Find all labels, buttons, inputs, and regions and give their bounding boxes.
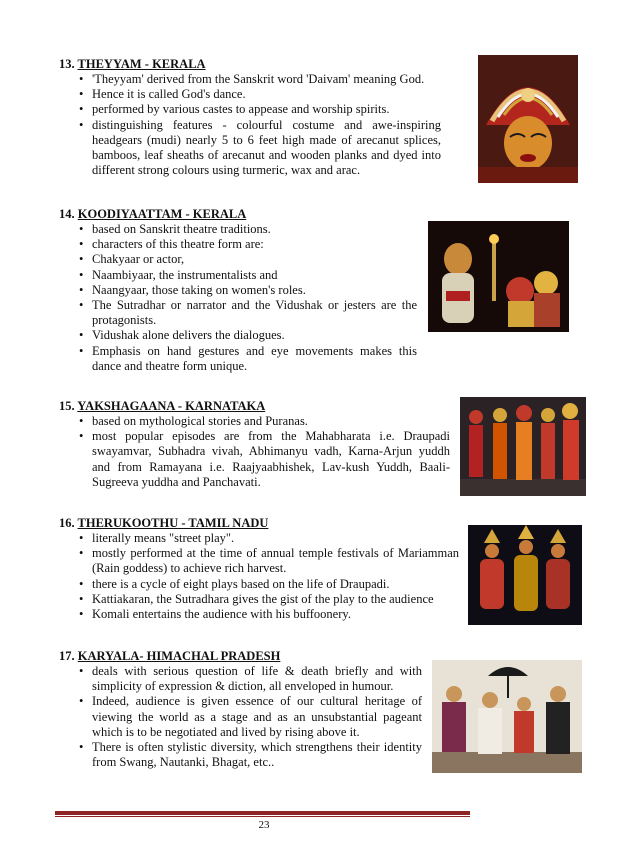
section-title: KOODIYAATTAM - KERALA: [77, 207, 247, 221]
koodiyaattam-photo: [428, 221, 569, 332]
section-heading: [59, 57, 441, 72]
bullet-item: • Komali entertains the audience with his buffoonery.: [59, 607, 459, 622]
section-heading: [59, 399, 450, 414]
section-number: 16.: [59, 516, 75, 530]
bullet-item: • Naangyaar, those taking on women's roles.: [59, 283, 417, 298]
bullet-list: [59, 72, 441, 178]
section-title: KARYALA- HIMACHAL PRADESH: [77, 649, 281, 663]
bullet-item: • based on Sanskrit theatre traditions.: [59, 222, 417, 237]
bullet-item: • based on mythological stories and Puranas.: [59, 414, 450, 429]
bullet-item: • Chakyaar or actor,: [59, 252, 417, 267]
section-theyyam: [59, 57, 441, 178]
section-heading: [59, 516, 459, 531]
section-karyala: [59, 649, 422, 770]
therukoothu-photo: [468, 525, 582, 625]
page-number: 23: [258, 819, 270, 831]
bullet-item: • performed by various castes to appease and worship spirits.: [59, 102, 441, 117]
bullet-item: • distinguishing features - colourful costume and awe-inspiring headgears (mudi) nearly 5 to 6 feet high made of arecanut splices, bamboos, leaf sheaths of arecanut and wooden planks and dyed into different strong colours using turmeric, wax and arac.: [59, 118, 441, 179]
footer-rule: [55, 811, 470, 815]
footer-rule-thin: [55, 816, 470, 817]
section-yakshagaana: [59, 399, 450, 490]
bullet-list: [59, 414, 450, 490]
bullet-item: • Kattiakaran, the Sutradhara gives the gist of the play to the audience: [59, 592, 459, 607]
bullet-list: [59, 531, 459, 622]
bullet-item: • Naambiyaar, the instrumentalists and: [59, 268, 417, 283]
bullet-item: • literally means "street play".: [59, 531, 459, 546]
section-number: 14.: [59, 207, 75, 221]
bullet-item: • Vidushak alone delivers the dialogues.: [59, 328, 417, 343]
section-number: 17.: [59, 649, 75, 663]
section-title: THERUKOOTHU - TAMIL NADU: [77, 516, 269, 530]
section-number: 15.: [59, 399, 75, 413]
section-therukoothu: [59, 516, 459, 622]
bullet-item: • Hence it is called God's dance.: [59, 87, 441, 102]
yakshagaana-photo: [460, 397, 586, 496]
bullet-list: [59, 664, 422, 770]
bullet-item: • 'Theyyam' derived from the Sanskrit word 'Daivam' meaning God.: [59, 72, 441, 87]
section-heading: [59, 207, 417, 222]
bullet-item: • most popular episodes are from the Mahabharata i.e. Draupadi swayamvar, Subhadra vivah, Abhimanyu vadh, Karna-Arjun yuddh and from Ramayana i.e. Raajyaabhishek, Lav-kush Yuddh, Baali-Sugreeva yuddha and Panchavati.: [59, 429, 450, 490]
karyala-photo: [432, 660, 582, 773]
section-heading: [59, 649, 422, 664]
bullet-item: • characters of this theatre form are:: [59, 237, 417, 252]
theyyam-photo: [478, 55, 578, 183]
bullet-item: • Emphasis on hand gestures and eye movements makes this dance and theatre form unique.: [59, 344, 417, 374]
bullet-item: • there is a cycle of eight plays based on the life of Draupadi.: [59, 577, 459, 592]
bullet-list: [59, 222, 417, 374]
section-koodiyaattam: [59, 207, 417, 374]
bullet-item: • The Sutradhar or narrator and the Vidushak or jesters are the protagonists.: [59, 298, 417, 328]
section-title: THEYYAM - KERALA: [77, 57, 206, 71]
bullet-item: • There is often stylistic diversity, which strengthens their identity from Swang, Nautanki, Bhagat, etc..: [59, 740, 422, 770]
section-number: 13.: [59, 57, 75, 71]
bullet-item: • Indeed, audience is given essence of our cultural heritage of viewing the world as a stage and as an unsubstantial pageant which is to be negotiated and lived by rising above it.: [59, 694, 422, 740]
section-title: YAKSHAGAANA - KARNATAKA: [77, 399, 266, 413]
bullet-item: • deals with serious question of life & death briefly and with simplicity of expression & diction, all enveloped in humour.: [59, 664, 422, 694]
bullet-item: • mostly performed at the time of annual temple festivals of Mariamman (Rain goddess) to achieve rich harvest.: [59, 546, 459, 576]
